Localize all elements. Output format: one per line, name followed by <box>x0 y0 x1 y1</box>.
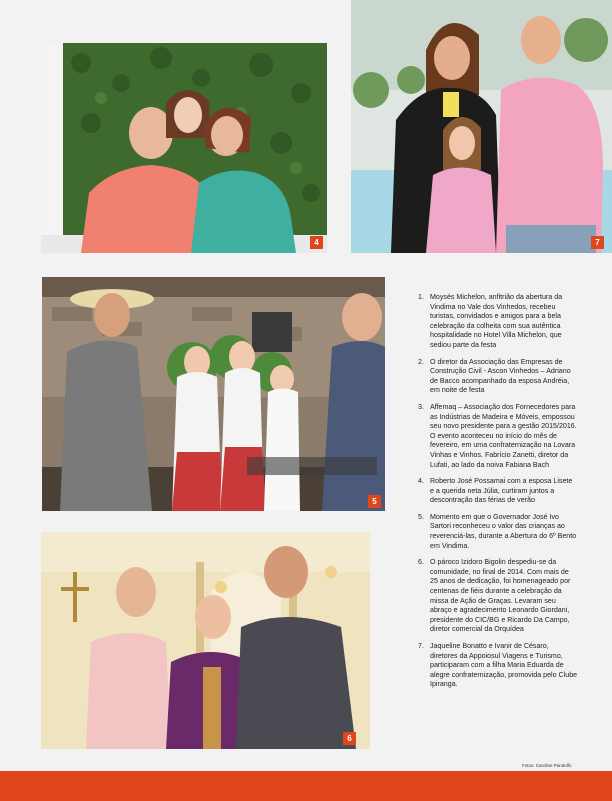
caption-text: Moysés Michelon, anfitrião da abertura da Vindima no Vale dos Vinhedos, recebeu turistas, convidados e amigos para a bela celebração da colheita com sua autêntica hospitalidade no Hotel Villa Michelon, que sediou parte da festa <box>430 293 563 349</box>
caption-list <box>418 293 578 697</box>
caption-number: 2. <box>418 357 424 366</box>
photo-6 <box>41 532 370 749</box>
photo-6-image <box>41 532 370 749</box>
photo-5 <box>42 277 385 511</box>
caption-text: Momento em que o Governador José Ivo Sartori reconheceu o valor das crianças ao reverenciá-las, durante a Abertura do 6º Bento em Vindima. <box>430 512 577 550</box>
photo-4 <box>41 43 327 253</box>
caption-number: 1. <box>418 293 424 301</box>
caption-text: O pároco Izidoro Bigolin despediu-se da comunidade, no final de 2014. Com mais de 25 anos de dedicação, foi homenageado por centenas de fiéis durante a celebração da missa de Ação de Graças. Levaram seu abraço e agradecimento Leonardo Giordani, presidente do CIC/BG e Ricardo Da Campo, diretor comercial da Orquídea <box>430 558 571 634</box>
footer-bar <box>0 771 612 801</box>
photo-5-image <box>42 277 385 511</box>
photo-badge: 7 <box>591 236 604 249</box>
caption-item <box>418 642 578 690</box>
photo-7 <box>351 0 612 253</box>
caption-item <box>418 477 578 506</box>
photo-badge: 5 <box>368 495 381 508</box>
photo-credit: Fotos: Caroline Pandolfo <box>522 763 572 768</box>
caption-number: 6. <box>418 558 424 567</box>
caption-item <box>418 513 578 551</box>
caption-item <box>418 558 578 635</box>
photo-7-image <box>351 0 612 253</box>
caption-item <box>418 403 578 470</box>
caption-number: 4. <box>418 477 424 486</box>
caption-number: 3. <box>418 402 424 411</box>
caption-number: 5. <box>418 512 424 521</box>
caption-text: O diretor da Associação das Empresas de Construção Civil - Ascon Vinhedos – Adriano de Bacco acompanhado da esposa Andréia, em noite de festa <box>430 357 571 395</box>
caption-item <box>418 358 578 396</box>
photo-4-image <box>41 43 327 253</box>
caption-text: Affemaq – Associação dos Fornecedores para as Indústrias de Madeira e Móveis, empossou seu novo presidente para a gestão 2015/2016. O evento aconteceu no início do mês de fevereiro, em uma confraternização na Lovara Vinhas e Vinhos. Fabrício Zanetti, diretor da Lufati, ao lado da noiva Fabiana Bach <box>430 402 577 469</box>
caption-text: Roberto José Possamai com a esposa Lisete e a querida neta Júlia, curtiram juntos a descontração das férias de verão <box>430 477 573 505</box>
caption-text: Jaqueline Bonatto e Ivanir de Césaro, diretores da Appoiosul Viagens e Turismo, participaram com a filha Maria Eduarda de alegre confraternização, promovida pelo Clube Ipiranga. <box>430 642 578 689</box>
caption-number: 7. <box>418 642 424 650</box>
photo-badge: 4 <box>310 236 323 249</box>
caption-item <box>418 293 578 351</box>
photo-badge: 6 <box>343 732 356 745</box>
